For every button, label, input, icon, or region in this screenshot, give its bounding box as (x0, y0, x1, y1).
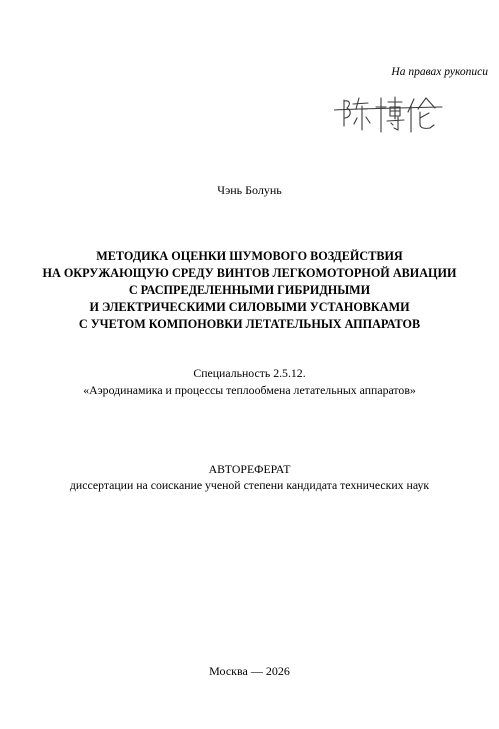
title-line: С УЧЕТОМ КОМПОНОВКИ ЛЕТАТЕЛЬНЫХ АППАРАТОВ (78, 317, 421, 331)
title-line: МЕТОДИКА ОЦЕНКИ ШУМОВОГО ВОЗДЕЙСТВИЯ (96, 249, 403, 263)
title-line: И ЭЛЕКТРИЧЕСКИМИ СИЛОВЫМИ УСТАНОВКАМИ (89, 300, 410, 314)
abstract-heading: АВТОРЕФЕРАТ (208, 462, 291, 476)
title-line: НА ОКРУЖАЮЩУЮ СРЕДУ ВИНТОВ ЛЕГКОМОТОРНОЙ АВИАЦИИ (42, 266, 457, 280)
place-year: Москва — 2026 (209, 664, 290, 678)
dissertation-title (0, 248, 499, 333)
manuscript-note: На правах рукописи (391, 66, 488, 78)
specialty-name: «Аэродинамика и процессы теплообмена летательных аппаратов» (83, 383, 416, 397)
abstract-block (0, 461, 499, 493)
handwritten-signature (334, 92, 446, 136)
author-name: Чэнь Болунь (217, 183, 282, 197)
title-line: С РАСПРЕДЕЛЕННЫМИ ГИБРИДНЫМИ (128, 283, 371, 297)
abstract-subtitle: диссертации на соискание ученой степени кандидата технических наук (69, 478, 430, 492)
specialty-block (0, 365, 499, 399)
specialty-code: Специальность 2.5.12. (193, 366, 306, 380)
